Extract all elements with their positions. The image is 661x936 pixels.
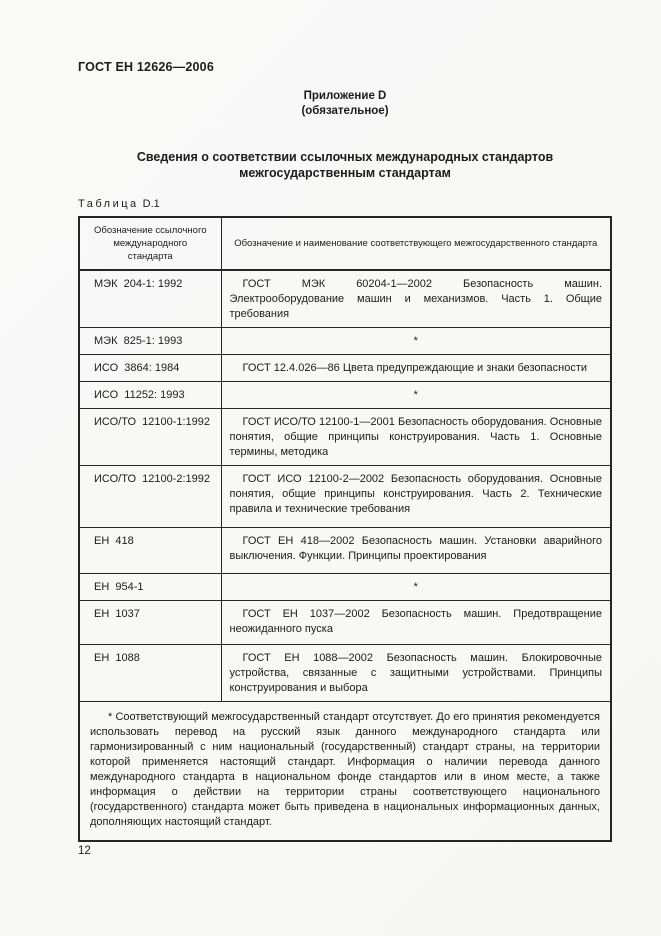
table-header-row (79, 217, 611, 270)
match-cell: ГОСТ ИСО 12100-2—2002 Безопасность оборудования. Основные понятия, общие принципы конструирования. Часть 2. Технические правила и технические требования (221, 466, 611, 528)
document-title: Сведения о соответствии ссылочных международных стандартов межгосударственным стандартам (136, 150, 554, 180)
doc-number: ГОСТ ЕН 12626—2006 (78, 60, 214, 74)
table-row (79, 355, 611, 382)
match-cell: * (221, 328, 611, 355)
column-header-ref: Обозначение ссылочного международного стандарта (79, 217, 221, 270)
ref-cell: ИСО 3864: 1984 (79, 355, 221, 382)
match-cell: ГОСТ ЕН 418—2002 Безопасность машин. Установки аварийного выключения. Функции. Принципы проектирования (221, 528, 611, 574)
appendix-label: Приложение D (303, 90, 387, 102)
page-number: 12 (78, 845, 91, 857)
ref-cell: ЕН 1088 (79, 645, 221, 702)
ref-cell: МЭК 825-1: 1993 (79, 328, 221, 355)
table-footnote-row (79, 702, 611, 842)
table-row (79, 409, 611, 466)
match-cell: ГОСТ ИСО/ТО 12100-1—2001 Безопасность оборудования. Основные понятия, общие принципы конструирования. Часть 1. Основные термины, методика (221, 409, 611, 466)
match-cell: ГОСТ 12.4.026—86 Цвета предупреждающие и знаки безопасности (221, 355, 611, 382)
ref-cell: ЕН 1037 (79, 601, 221, 645)
match-cell: ГОСТ МЭК 60204-1—2002 Безопасность машин. Электрооборудование машин и механизмов. Часть 1. Общие требования (221, 270, 611, 328)
column-header-match: Обозначение и наименование соответствующего межгосударственного стандарта (221, 217, 611, 270)
ref-cell: ИСО 11252: 1993 (79, 382, 221, 409)
footnote-cell: * Соответствующий межгосударственный стандарт отсутствует. До его принятия рекомендуется использовать перевод на русский язык данного международного стандарта или гармонизированный с ним национальный (государственный) стандарт страны, на территории которой применяется настоящий стандарт. Информация о наличии перевода данного международного стандарта в национальном фонде стандартов или в ином месте, а также информация о действии на территории страны соответствующего национального (государственного) стандарта может быть приведена в национальных информационных данных, дополняющих настоящий стандарт. (79, 702, 611, 842)
table-row (79, 645, 611, 702)
ref-cell: ИСО/ТО 12100-1:1992 (79, 409, 221, 466)
table-row (79, 528, 611, 574)
standards-table (78, 216, 612, 842)
appendix-block (78, 89, 612, 119)
table-row (79, 382, 611, 409)
ref-cell: ЕН 954-1 (79, 574, 221, 601)
table-caption-number: D.1 (142, 198, 160, 210)
match-cell: ГОСТ ЕН 1037—2002 Безопасность машин. Предотвращение неожиданного пуска (221, 601, 611, 645)
match-cell: * (221, 382, 611, 409)
ref-cell: ЕН 418 (79, 528, 221, 574)
appendix-note: (обязательное) (301, 105, 389, 117)
table-row (79, 270, 611, 328)
match-cell: * (221, 574, 611, 601)
table-row (79, 601, 611, 645)
table-caption (78, 198, 160, 210)
ref-cell: МЭК 204-1: 1992 (79, 270, 221, 328)
match-cell: ГОСТ ЕН 1088—2002 Безопасность машин. Блокировочные устройства, связанные с защитными устройствами. Принципы конструирования и выбора (221, 645, 611, 702)
table-row (79, 328, 611, 355)
table-row (79, 574, 611, 601)
table-row (79, 466, 611, 528)
table-caption-word: Таблица (78, 198, 139, 210)
ref-cell: ИСО/ТО 12100-2:1992 (79, 466, 221, 528)
